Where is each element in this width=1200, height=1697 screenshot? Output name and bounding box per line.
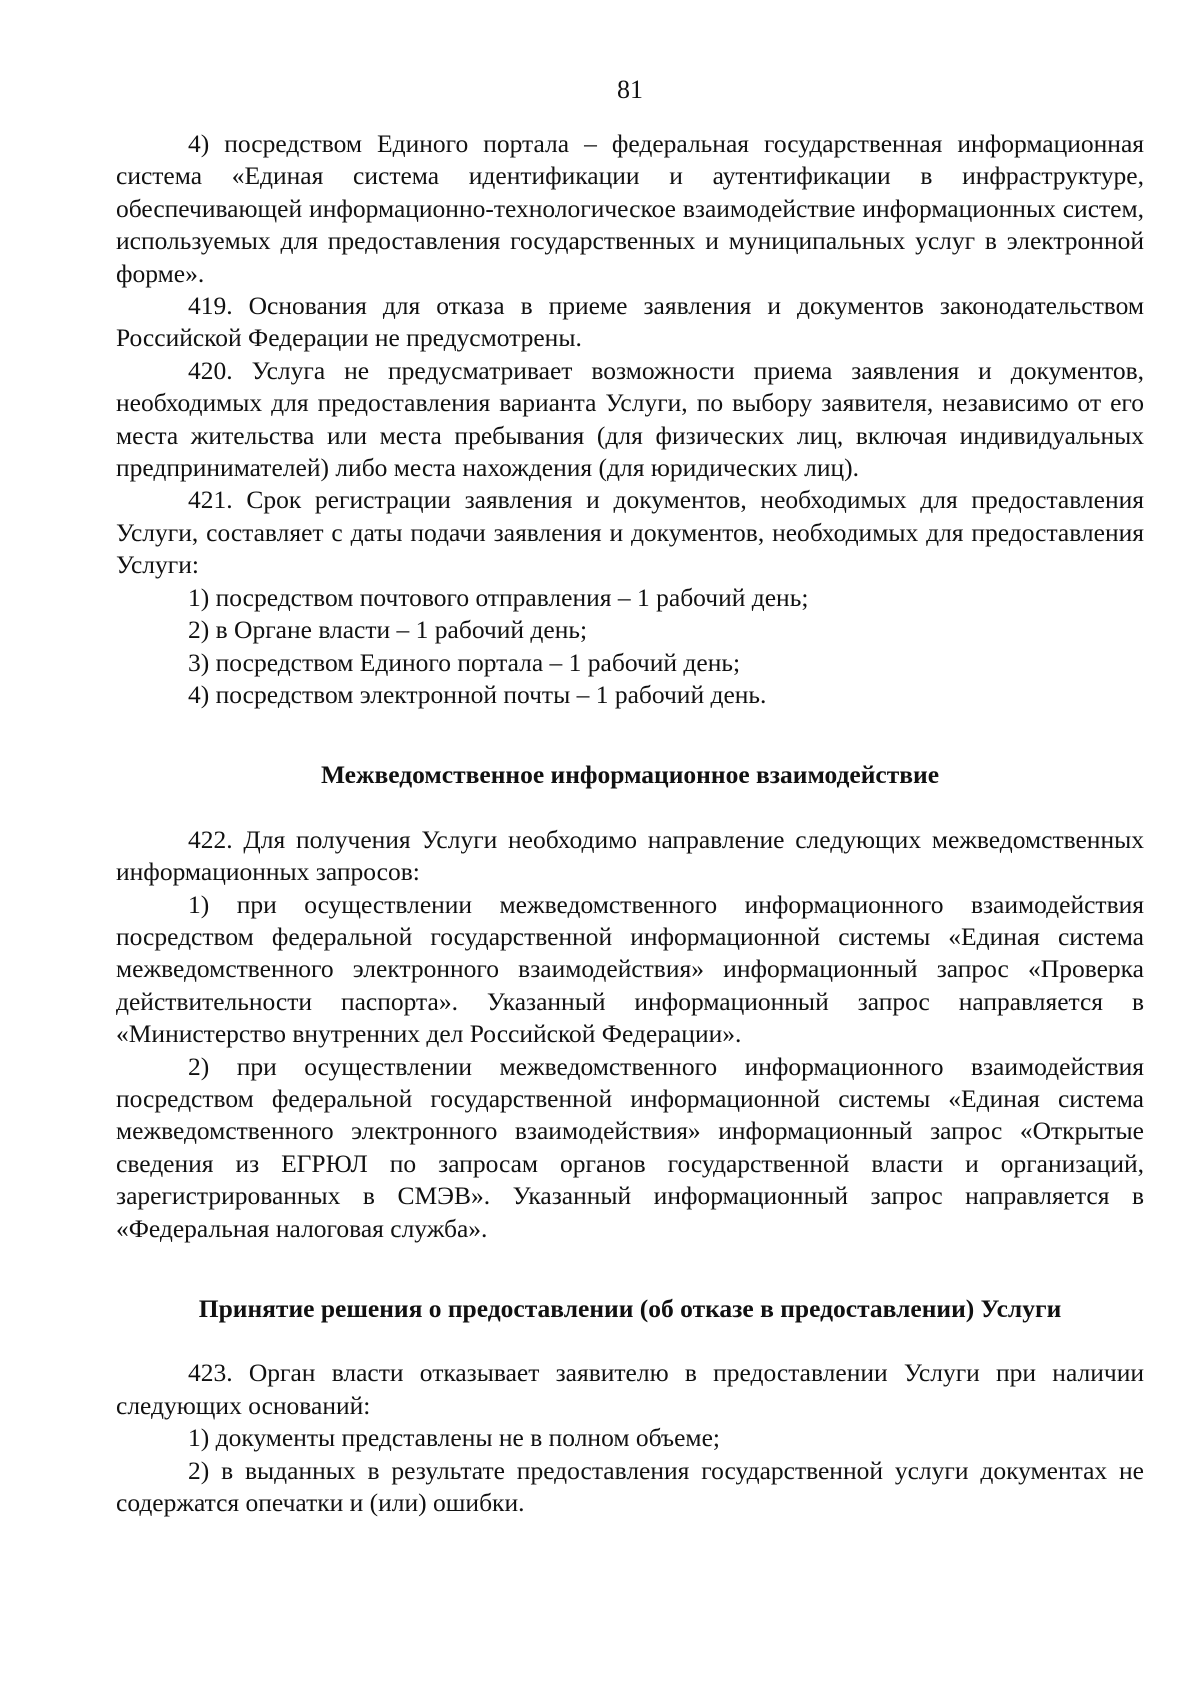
paragraph-421: 421. Срок регистрации заявления и документов, необходимых для предоставления Услуги, составляет с даты подачи заявления и документов, необходимых для предоставления Услуги: — [116, 485, 1144, 580]
section-heading-decision: Принятие решения о предоставлении (об отказе в предоставлении) Услуги — [198, 1294, 1062, 1323]
paragraph-419: 419. Основания для отказа в приеме заявления и документов законодательством Российской Федерации не предусмотрены. — [116, 291, 1144, 353]
list-item-egrul-request: 2) при осуществлении межведомственного информационного взаимодействия посредством федеральной государственной информационной системы «Единая система межведомственного электронного взаимодействия» информационный запрос «Открытые сведения из ЕГРЮЛ по запросам органов государственной власти и организаций, зарегистрированных в СМЭВ». Указанный информационный запрос направляется в «Федеральная налоговая служба». — [116, 1051, 1144, 1243]
page-number: 81 — [617, 75, 643, 104]
paragraph-423: 423. Орган власти отказывает заявителю в предоставлении Услуги при наличии следующих оснований: — [116, 1358, 1144, 1420]
list-item-postal: 1) посредством почтового отправления – 1 рабочий день; — [188, 582, 809, 612]
list-item-authority: 2) в Органе власти – 1 рабочий день; — [188, 615, 588, 645]
spacer — [116, 1325, 1144, 1357]
paragraph-422: 422. Для получения Услуги необходимо направление следующих межведомственных информационных запросов: — [116, 824, 1144, 887]
paragraph-portal-esia: 4) посредством Единого портала – федеральная государственная информационная система «Единая система идентификации и аутентификации в инфраструктуре, обеспечивающей информационно-технологическое взаимодействие информационных систем, используемых для предоставления государственных и муниципальных услуг в электронной форме». — [116, 129, 1144, 288]
section-heading-interagency: Межведомственное информационное взаимодействие — [320, 760, 940, 790]
list-item-email: 4) посредством электронной почты – 1 рабочий день. — [188, 679, 767, 709]
list-item-portal: 3) посредством Единого портала – 1 рабочий день; — [188, 647, 741, 677]
spacer — [116, 792, 1144, 824]
spacer — [116, 711, 1144, 759]
spacer — [116, 1245, 1144, 1293]
list-item-incomplete-docs: 1) документы представлены не в полном объеме; — [188, 1423, 720, 1453]
paragraph-420: 420. Услуга не предусматривает возможности приема заявления и документов, необходимых для предоставления варианта Услуги, по выбору заявителя, независимо от его места жительства или места пребывания (для физических лиц, включая индивидуальных предпринимателей) либо места нахождения (для юридических лиц). — [116, 355, 1144, 483]
list-item-passport-request: 1) при осуществлении межведомственного информационного взаимодействия посредством федеральной государственной информационной системы «Единая система межведомственного электронного взаимодействия» информационный запрос «Проверка действительности паспорта». Указанный информационный запрос направляется в «Министерство внутренних дел Российской Федерации». — [116, 889, 1144, 1049]
list-item-no-errors: 2) в выданных в результате предоставления государственной услуги документах не содержатся опечатки и (или) ошибки. — [116, 1455, 1144, 1518]
